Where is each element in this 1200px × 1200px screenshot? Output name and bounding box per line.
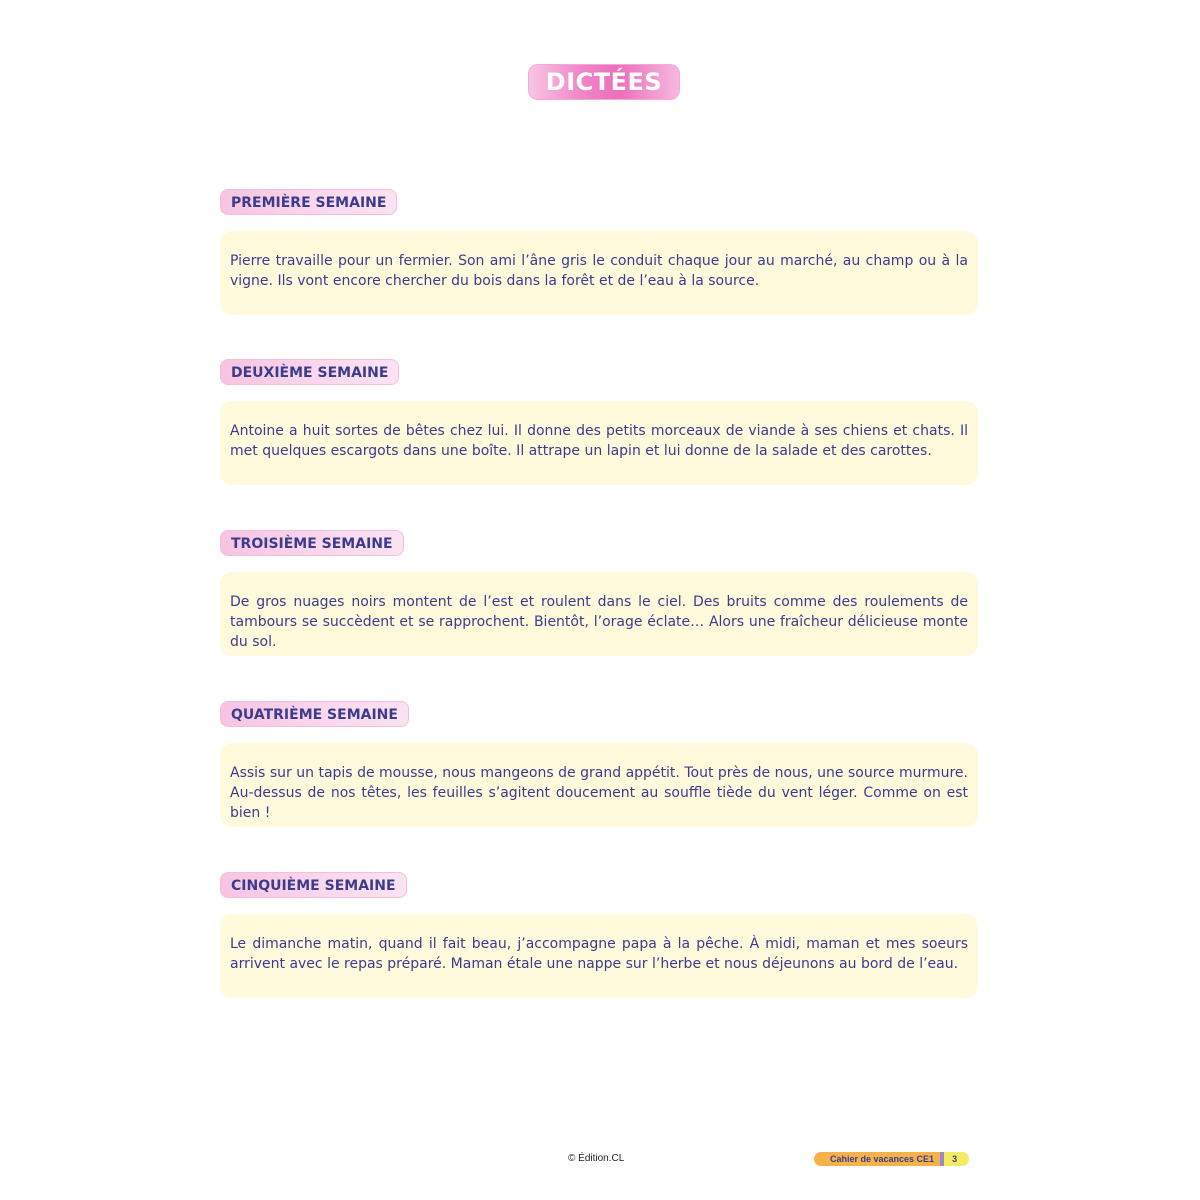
week-section-1 xyxy=(220,189,978,289)
week-section-3 xyxy=(220,530,978,650)
copyright-notice: © Édition.CL xyxy=(568,1153,625,1164)
page-title-badge xyxy=(528,64,680,100)
week-label: PREMIÈRE SEMAINE xyxy=(220,189,397,215)
dictation-text: De gros nuages noirs montent de l’est et roulent dans le ciel. Des bruits comme des roulements de tambours se succèdent et se rapprochent. Bientôt, l’orage éclate… Alors une fraîcheur délicieuse monte du sol. xyxy=(230,594,968,650)
footer-book-badge xyxy=(814,1152,969,1166)
dictation-box xyxy=(220,231,978,315)
dictation-text: Pierre travaille pour un fermier. Son ami l’âne gris le conduit chaque jour au marché, au champ ou à la vigne. Ils vont encore chercher du bois dans la forêt et de l’eau à la source. xyxy=(230,253,968,289)
dictation-text: Le dimanche matin, quand il fait beau, j’accompagne papa à la pêche. À midi, maman et mes soeurs arrivent avec le repas préparé. Maman étale une nappe sur l’herbe et nous déjeunons au bord de l’eau. xyxy=(230,936,968,972)
dictation-box xyxy=(220,401,978,485)
week-label: DEUXIÈME SEMAINE xyxy=(220,359,399,385)
week-section-2 xyxy=(220,359,978,459)
book-title: Cahier de vacances CE1 xyxy=(814,1152,940,1166)
week-section-5 xyxy=(220,872,978,972)
dictation-box xyxy=(220,743,978,827)
dictation-box xyxy=(220,914,978,998)
dictation-text: Assis sur un tapis de mousse, nous mangeons de grand appétit. Tout près de nous, une source murmure. Au-dessus de nos têtes, les feuilles s’agitent doucement au souffle tiède du vent léger. Comme on est bien ! xyxy=(230,765,968,821)
week-label: TROISIÈME SEMAINE xyxy=(220,530,404,556)
week-label: CINQUIÈME SEMAINE xyxy=(220,872,407,898)
dictation-box xyxy=(220,572,978,656)
week-label: QUATRIÈME SEMAINE xyxy=(220,701,409,727)
page-number: 3 xyxy=(944,1152,969,1166)
dictation-text: Antoine a huit sortes de bêtes chez lui. Il donne des petits morceaux de viande à ses chiens et chats. Il met quelques escargots dans une boîte. Il attrape un lapin et lui donne de la salade et des carottes. xyxy=(230,423,968,459)
week-section-4 xyxy=(220,701,978,821)
page-title: DICTÉES xyxy=(545,68,663,96)
